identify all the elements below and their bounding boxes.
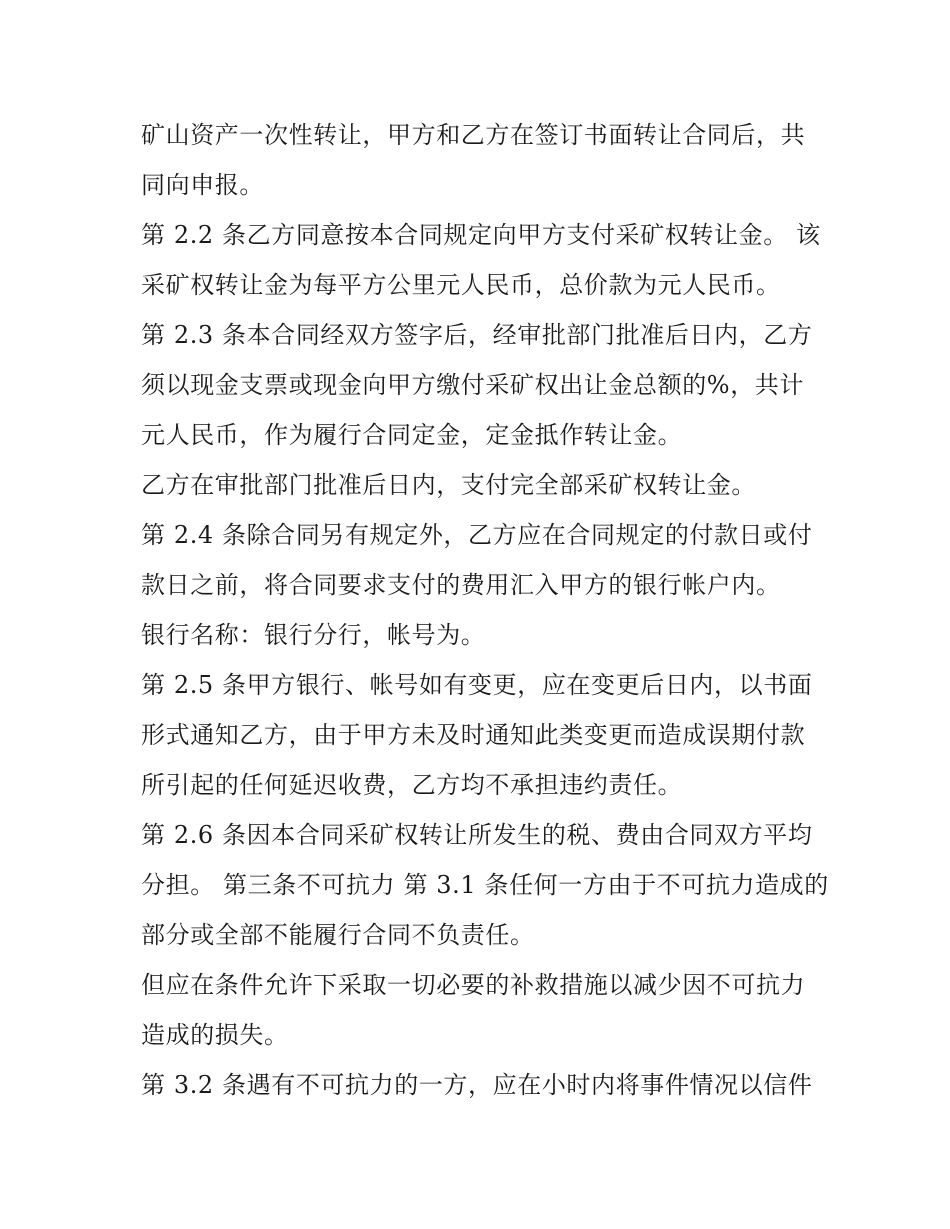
text-line: 第 2.6 条因本合同采矿权转让所发生的税、费由合同双方平均 xyxy=(141,821,813,849)
text-line: 部分或全部不能履行合同不负责任。 xyxy=(141,921,535,949)
text-line: 第 3.2 条遇有不可抗力的一方，应在小时内将事件情况以信件 xyxy=(141,1071,813,1099)
text-line: 但应在条件允许下采取一切必要的补救措施以减少因不可抗力 xyxy=(141,971,806,999)
text-line: 分担。 第三条不可抗力 第 3.1 条任何一方由于不可抗力造成的 xyxy=(141,871,829,899)
text-line: 银行名称：银行分行，帐号为。 xyxy=(141,621,486,649)
text-line: 须以现金支票或现金向甲方缴付采矿权出让金总额的%，共计 xyxy=(141,371,805,399)
text-line: 造成的损失。 xyxy=(141,1021,289,1049)
text-line: 第 2.5 条甲方银行、帐号如有变更，应在变更后日内，以书面 xyxy=(141,671,813,699)
text-line: 第 2.4 条除合同另有规定外，乙方应在合同规定的付款日或付 xyxy=(141,521,813,549)
text-line: 所引起的任何延迟收费，乙方均不承担违约责任。 xyxy=(141,771,683,799)
text-line: 元人民币，作为履行合同定金，定金抵作转让金。 xyxy=(141,421,683,449)
text-line: 同向申报。 xyxy=(141,171,264,199)
text-line: 第 2.2 条乙方同意按本合同规定向甲方支付采矿权转让金。 该 xyxy=(141,221,821,249)
text-line: 采矿权转让金为每平方公里元人民币，总价款为元人民币。 xyxy=(141,271,781,299)
text-line: 第 2.3 条本合同经双方签字后，经审批部门批准后日内，乙方 xyxy=(141,321,813,349)
text-line: 矿山资产一次性转让，甲方和乙方在签订书面转让合同后，共 xyxy=(141,121,806,149)
text-line: 款日之前，将合同要求支付的费用汇入甲方的银行帐户内。 xyxy=(141,571,781,599)
text-line: 乙方在审批部门批准后日内，支付完全部采矿权转让金。 xyxy=(141,471,756,499)
document-page xyxy=(141,110,829,1110)
text-line: 形式通知乙方，由于甲方未及时通知此类变更而造成误期付款 xyxy=(141,721,806,749)
